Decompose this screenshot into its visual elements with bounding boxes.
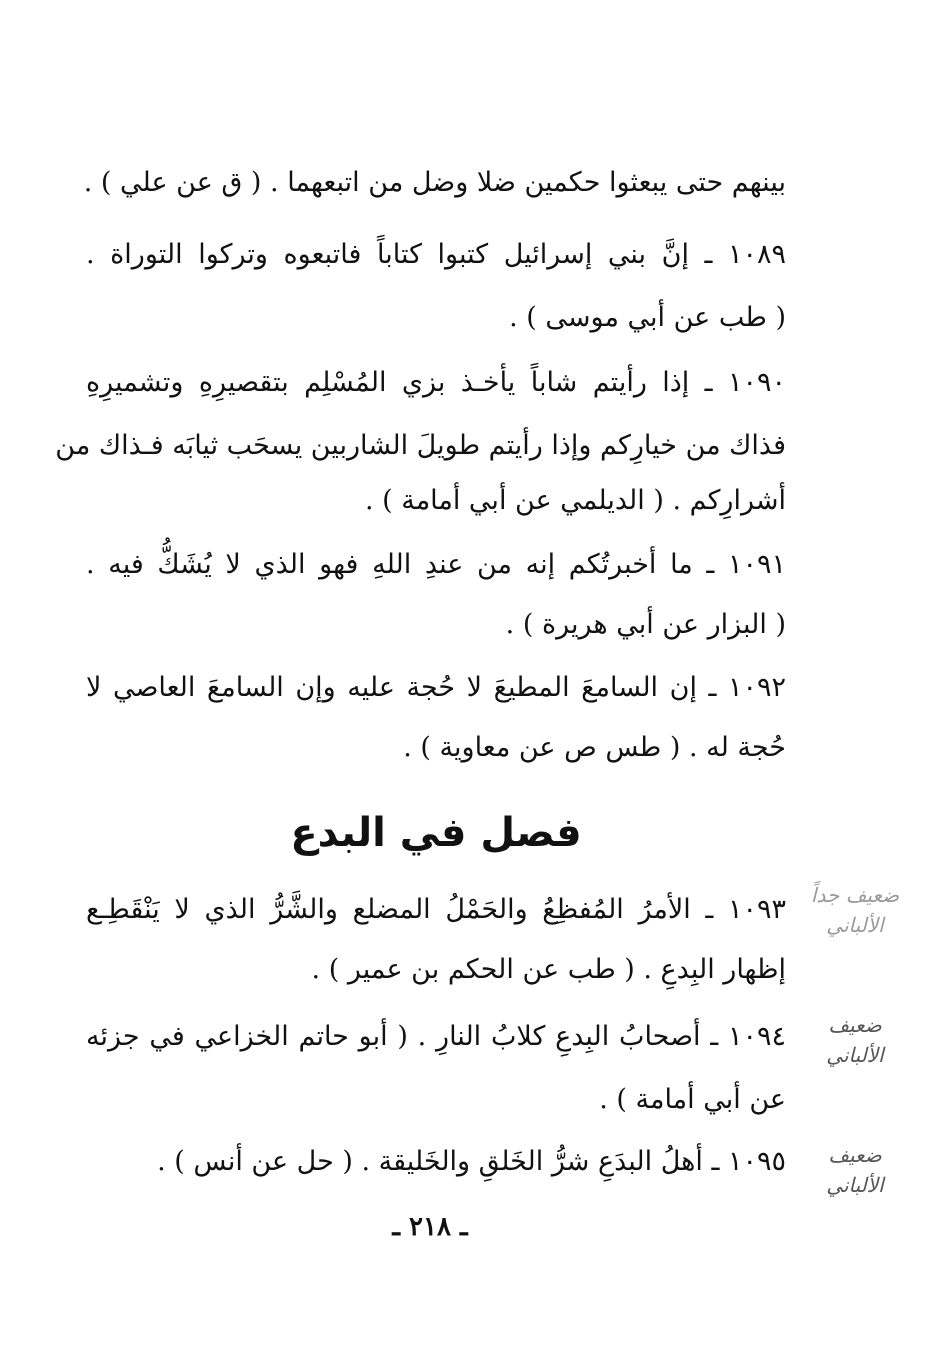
section-heading: فصل في البدع xyxy=(290,810,582,856)
hadith-1090-source: أشرارِكم . ( الديلمي عن أبي أمامة ) . xyxy=(364,485,786,516)
hadith-1094-source: عن أبي أمامة ) . xyxy=(599,1084,786,1115)
hadith-1090-line: ١٠٩٠ ـ إذا رأيتم شاباً يأخـذ بزي المُسْلِم بتقصيرِهِ وتشميرِهِ xyxy=(86,367,786,398)
hadith-1090-line: فذاك من خيارِكم وإذا رأيتم طويلَ الشاربين يسحَب ثيابَه فـذاك من xyxy=(55,430,786,461)
hadith-1089-source: ( طب عن أبي موسى ) . xyxy=(509,302,786,333)
hadith-1089-line: ١٠٨٩ ـ إنَّ بني إسرائيل كتبوا كتاباً فاتبعوه وتركوا التوراة . xyxy=(86,239,786,270)
hadith-1095-line: ١٠٩٥ ـ أهلُ البدَعِ شرُّ الخَلقِ والخَليقة . ( حل عن أنس ) . xyxy=(157,1146,786,1177)
margin-note-1095: ضعيف الألباني xyxy=(826,1143,884,1197)
hadith-1093-source: إظهار البِدعِ . ( طب عن الحكم بن عمير ) . xyxy=(311,954,786,985)
hadith-1094-line: ١٠٩٤ ـ أصحابُ البِدعِ كلابُ النارِ . ( أبو حاتم الخزاعي في جزئه xyxy=(86,1021,786,1052)
margin-note-1093: ضعيف جداً الألباني xyxy=(810,883,900,937)
hadith-1091-line: ١٠٩١ ـ ما أخبرتُكم إنه من عندِ اللهِ فهو الذي لا يُشَكُّ فيه . xyxy=(86,549,786,580)
hadith-1092-line: ١٠٩٢ ـ إن السامعَ المطيعَ لا حُجة عليه وإن السامعَ العاصي لا xyxy=(86,672,786,703)
margin-note-1094: ضعيف الألباني xyxy=(826,1013,884,1067)
page-number: ـ ٢١٨ ـ xyxy=(392,1212,468,1242)
text-line: بينهم حتى يبعثوا حكمين ضلا وضل من اتبعهما . ( ق عن علي ) . xyxy=(83,167,786,198)
hadith-1092-source: حُجة له . ( طس ص عن معاوية ) . xyxy=(403,732,786,763)
hadith-1093-line: ١٠٩٣ ـ الأمرُ المُفظِعُ والحَمْلُ المضلع والشَّرُّ الذي لا يَنْقَطِـع xyxy=(86,894,786,925)
hadith-1091-source: ( البزار عن أبي هريرة ) . xyxy=(505,609,786,640)
